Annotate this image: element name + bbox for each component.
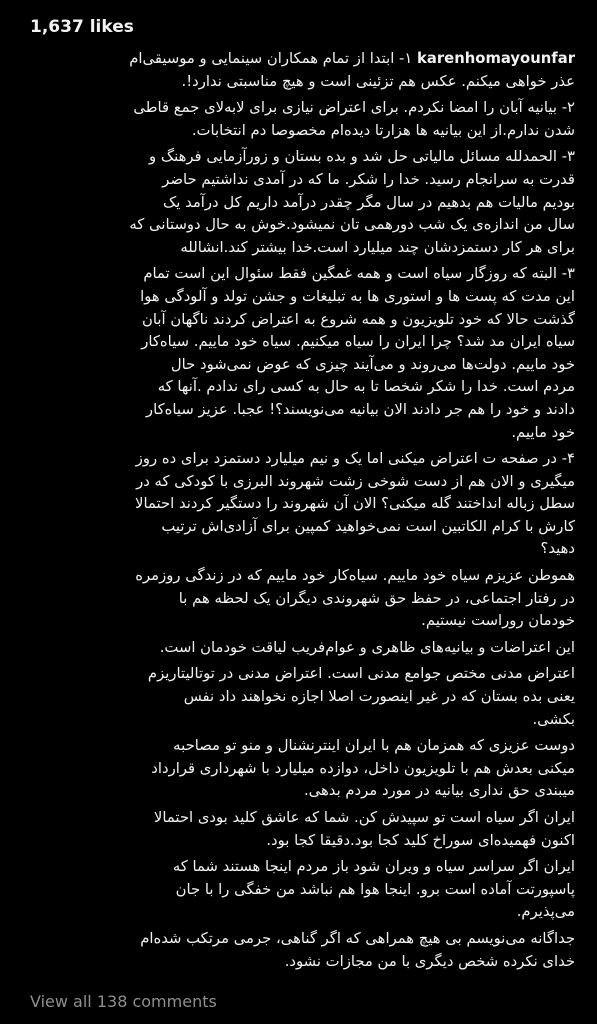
- caption-paragraph: [22, 637, 575, 660]
- caption-line: خود ماییم.: [511, 423, 575, 441]
- caption-line: اکنون فهمیده‌ای سوراخ کلید کجا بود.دقیقا کجا بود.: [266, 831, 575, 849]
- caption-line: میکنی بعدش هم با تلویزیون داخل، دوازده میلیارد با شهرداری قرارداد: [151, 759, 575, 777]
- likes-count[interactable]: 1,637 likes: [30, 17, 134, 37]
- caption-line: خود ماییم. دولت‌ها می‌روند و می‌آیند چیزی که عوض نمی‌شود حال: [170, 355, 575, 373]
- caption-line: این مدت که پست ها و استوری ها به تبلیغات و جشن تولد و آلودگی هوا: [140, 287, 575, 305]
- caption-line: اعتراض مدنی مختص جوامع مدنی است. اعتراض مدنی در توتالیتاریزم: [147, 665, 575, 683]
- caption-line: ۲- بیانیه آبان را امضا نکردم. برای اعتراض نیازی برای لابه‌لای جمع قاطی: [133, 99, 575, 117]
- caption-line: گذشت حالا که خود تلویزیون و همه شروع به اعتراض کردند ناگهان آبان: [142, 310, 575, 328]
- caption-line: خدای نکرده شخص دیگری با من مجازات نشود.: [284, 952, 575, 970]
- caption-line: این اعتراضات و بیانیه‌های ظاهری و عوام‌فریب لیاقت خودمان است.: [159, 638, 575, 656]
- caption-line: بودیم مالیات هم بدهیم در سال مگر چقدر درآمد داریم کل درآمد یک: [163, 193, 575, 211]
- caption-line: دهید؟: [540, 540, 575, 558]
- caption-line: کارش با کرام الکاتبین است نمی‌خواهید کمپین برای آزادی‌اش ترتیب: [161, 517, 575, 535]
- caption-paragraph: [22, 448, 575, 561]
- caption-line: قدرت به سرانجام رسید. خدا را شکر. ما که در آمدی نداشتیم حاضر: [162, 170, 575, 188]
- caption-line: در رفتار اجتماعی، در حفظ حق شهروندی دیگران یک لحظه هم با: [178, 589, 575, 607]
- caption-line: بکشی.: [532, 710, 575, 728]
- caption-line: ایران اگر سیاه است تو سپیدش کن. شما که عاشق کلید بودی احتمالا: [153, 809, 575, 826]
- caption-line: سیاه ایران مد شد؟ چرا ایران را سیاه میکنیم. سیاه خود ماییم. سیاه‌کار: [141, 333, 575, 351]
- caption-line: هموطن عزیزم سیاه خود ماییم. سیاه‌کار خود ماییم که در زندگی روزمره: [135, 567, 575, 585]
- caption-line: پاسپورتت آماده است برو. اینجا هوا هم نباشد من خفگی را با جان: [175, 880, 575, 898]
- caption-paragraph: [22, 263, 575, 444]
- caption-line: می‌پذیرم.: [516, 903, 575, 921]
- caption-line: مردم است. خدا را شکر شخصا تا به حال به کسی رای ندادم .آنها که: [157, 378, 575, 396]
- caption-paragraph: [22, 807, 575, 852]
- caption-line: میبندی حق نداری بیانیه در مورد مردم بدهی.: [303, 782, 575, 800]
- view-all-comments-link[interactable]: View all 138 comments: [30, 992, 217, 1011]
- post-caption: [22, 48, 575, 973]
- caption-paragraph: [22, 565, 575, 633]
- caption-line: عذر خواهی میکنم. عکس هم تزئینی است و هیچ مناسبتی ندارد!.: [181, 72, 575, 90]
- caption-line: خودمان رو‌راست نیستیم.: [421, 612, 575, 630]
- caption-first-line: [22, 48, 575, 71]
- post-username[interactable]: karenhomayounfar: [417, 50, 575, 67]
- caption-line: ایران اگر سراسر سیاه و ویران شود باز مردم اینجا هستند شما که: [172, 858, 575, 876]
- caption-line: سطل زباله انداختند گله میکنی؟ الان آن شهروند را دستگیر کردند احتمالا: [135, 495, 575, 513]
- caption-line: شدن ندارم.از این بیانیه ها هزارتا دیده‌ام مخصوصا دم انتخابات.: [191, 121, 575, 139]
- caption-paragraph: [22, 146, 575, 259]
- caption-line: ۴- در صفحه ت اعتراض میکنی اما یک و نیم میلیارد دستمزد برای ده روز: [135, 450, 575, 468]
- caption-paragraph: [22, 928, 575, 973]
- caption-paragraph: [22, 48, 575, 93]
- caption-line: دادند و خود را هم جر دادند الان بیانیه می‌نویسند؟! عجبا. عزیز سیاه‌کار: [145, 400, 575, 418]
- caption-line: برای هر کار دستمزدشان چند میلیارد است.خدا بیشتر کند.انشالله: [180, 238, 575, 256]
- caption-line: یعنی بده بستان که در غیر اینصورت اصلا اجازه نخواهند داد نفس: [183, 688, 575, 706]
- caption-line: ۳- البته که روزگار سیاه است و همه غمگین فقط سئوال این است تمام: [143, 265, 575, 283]
- caption-line-text: ۱- ابتدا از تمام همکاران سینمایی و موسیقی‌ام: [129, 50, 418, 67]
- caption-line: دوست عزیزی که همزمان هم با ایران اینترنشنال و منو تو مصاحبه: [173, 737, 575, 755]
- caption-line: جداگانه می‌نویسم بی هیچ همراهی که اگر گناهی، جرمی مرتکب شده‌ام: [140, 929, 575, 947]
- caption-line: سال من اندازه‌ی یک شب دورهمی تان نمیشود.خوش به حال دوستانی که: [129, 216, 575, 234]
- caption-line: میگیری و الان هم از دست شوخی زشت شهروند البرزی با کودکی که در: [136, 472, 575, 490]
- caption-paragraph: [22, 97, 575, 142]
- caption-paragraph: [22, 663, 575, 731]
- caption-line: ۳- الحمدلله مسائل مالیاتی حل شد و بده بستان و زورآزمایی فرهنگ و: [149, 148, 575, 166]
- caption-paragraph: [22, 735, 575, 803]
- caption-paragraph: [22, 856, 575, 924]
